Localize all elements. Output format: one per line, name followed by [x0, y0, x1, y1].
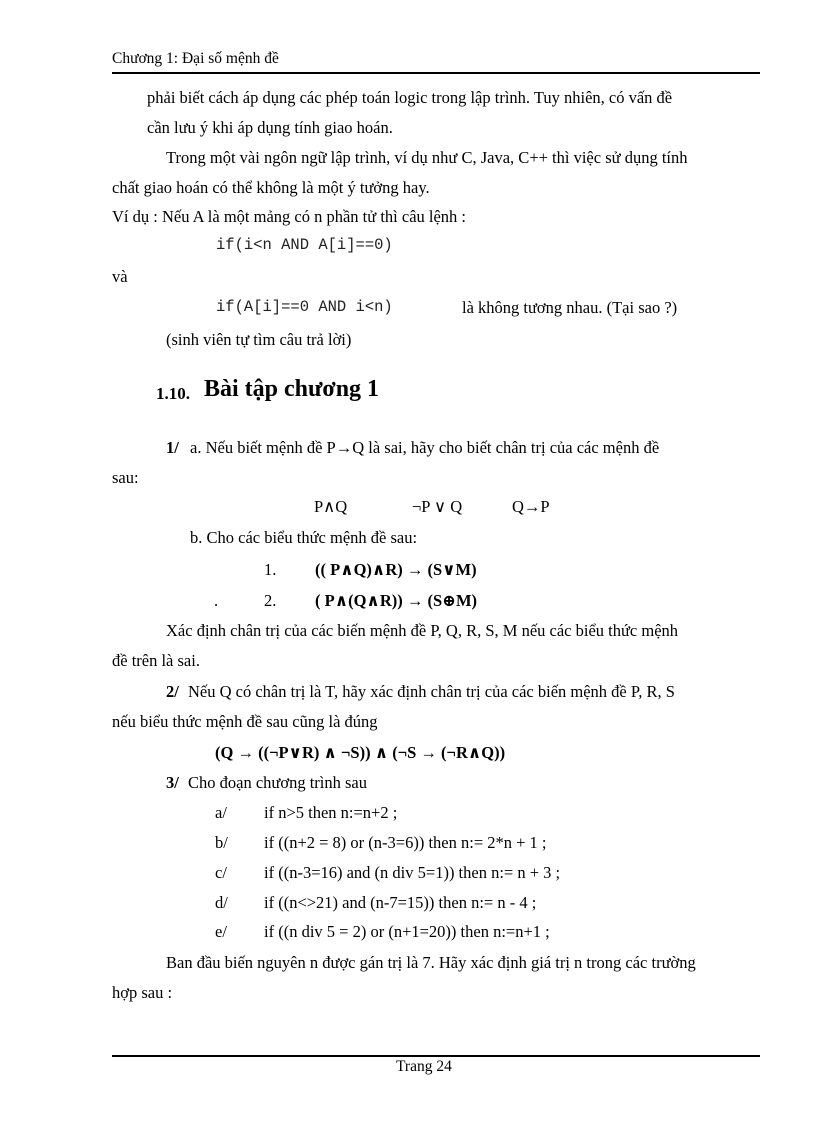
code-note: là không tương nhau. (Tại sao ?): [462, 298, 678, 317]
conjunction-text: và: [112, 267, 128, 286]
logic-expression: ( P∧(Q∧R)) → (S⊕M): [315, 591, 478, 610]
program-line-code: if ((n<>21) and (n-7=15)) then n:= n - 4 ;: [264, 893, 537, 912]
paragraph-line: phải biết cách áp dụng các phép toán logic trong lập trình. Tuy nhiên, có vấn đề: [147, 88, 673, 107]
example-line: Ví dụ : Nếu A là một mảng có n phần tử thì câu lệnh :: [112, 207, 467, 226]
exercise-text: Ban đầu biến nguyên n được gán trị là 7. Hãy xác định giá trị n trong các trường: [166, 953, 696, 972]
program-line-label: b/: [215, 833, 228, 852]
exercise-text: hợp sau :: [112, 983, 173, 1002]
code-line: if(A[i]==0 AND i<n): [216, 298, 393, 316]
exercise-text: Nếu Q có chân trị là T, hãy xác định chân trị của các biến mệnh đề P, R, S: [188, 682, 675, 701]
item-dot: .: [214, 591, 219, 610]
program-line-label: d/: [215, 893, 228, 912]
exercise-text: b. Cho các biểu thức mệnh đề sau:: [190, 528, 418, 547]
logic-expression: (Q → ((¬P∨R) ∧ ¬S)) ∧ (¬S → (¬R∧Q)): [215, 743, 506, 762]
exercise-label: 2/: [166, 682, 179, 701]
header-rule: [112, 72, 760, 74]
exercise-label: 3/: [166, 773, 179, 792]
program-line-code: if ((n+2 = 8) or (n-3=6)) then n:= 2*n + 1 ;: [264, 833, 547, 852]
logic-expression: Q→P: [512, 497, 550, 516]
item-number: 2.: [264, 591, 277, 610]
section-title: Bài tập chương 1: [204, 376, 380, 402]
exercise-text: Xác định chân trị của các biến mệnh đề P, Q, R, S, M nếu các biểu thức mệnh: [166, 621, 679, 640]
program-line-label: a/: [215, 803, 227, 822]
logic-expression: P∧Q: [314, 497, 348, 516]
footer-rule: [112, 1055, 760, 1057]
exercise-label: 1/: [166, 438, 179, 457]
exercise-text: a. Nếu biết mệnh đề P→Q là sai, hãy cho biết chân trị của các mệnh đề: [190, 438, 660, 457]
page-number: Trang 24: [396, 1058, 452, 1075]
logic-expression: ¬P ∨ Q: [412, 497, 463, 516]
exercise-text: đề trên là sai.: [112, 651, 200, 670]
logic-expression: (( P∧Q)∧R) → (S∨M): [315, 560, 477, 579]
paragraph-line: cần lưu ý khi áp dụng tính giao hoán.: [147, 118, 393, 137]
paragraph-line: chất giao hoán có thể không là một ý tưởng hay.: [112, 178, 430, 197]
program-line-code: if ((n div 5 = 2) or (n+1=20)) then n:=n+1 ;: [264, 922, 550, 941]
exercise-text: nếu biểu thức mệnh đề sau cũng là đúng: [112, 712, 378, 731]
paragraph-line: Trong một vài ngôn ngữ lập trình, ví dụ như C, Java, C++ thì việc sử dụng tính: [166, 148, 688, 167]
item-number: 1.: [264, 560, 277, 579]
section-number: 1.10.: [156, 384, 190, 403]
program-line-code: if n>5 then n:=n+2 ;: [264, 803, 398, 822]
exercise-text: Cho đoạn chương trình sau: [188, 773, 367, 792]
code-line: if(i<n AND A[i]==0): [216, 236, 393, 254]
student-note: (sinh viên tự tìm câu trả lời): [166, 330, 352, 349]
chapter-header: Chương 1: Đại số mệnh đề: [112, 50, 279, 67]
program-line-label: c/: [215, 863, 227, 882]
program-line-code: if ((n-3=16) and (n div 5=1)) then n:= n + 3 ;: [264, 863, 561, 882]
exercise-text: sau:: [112, 468, 139, 487]
program-line-label: e/: [215, 922, 227, 941]
